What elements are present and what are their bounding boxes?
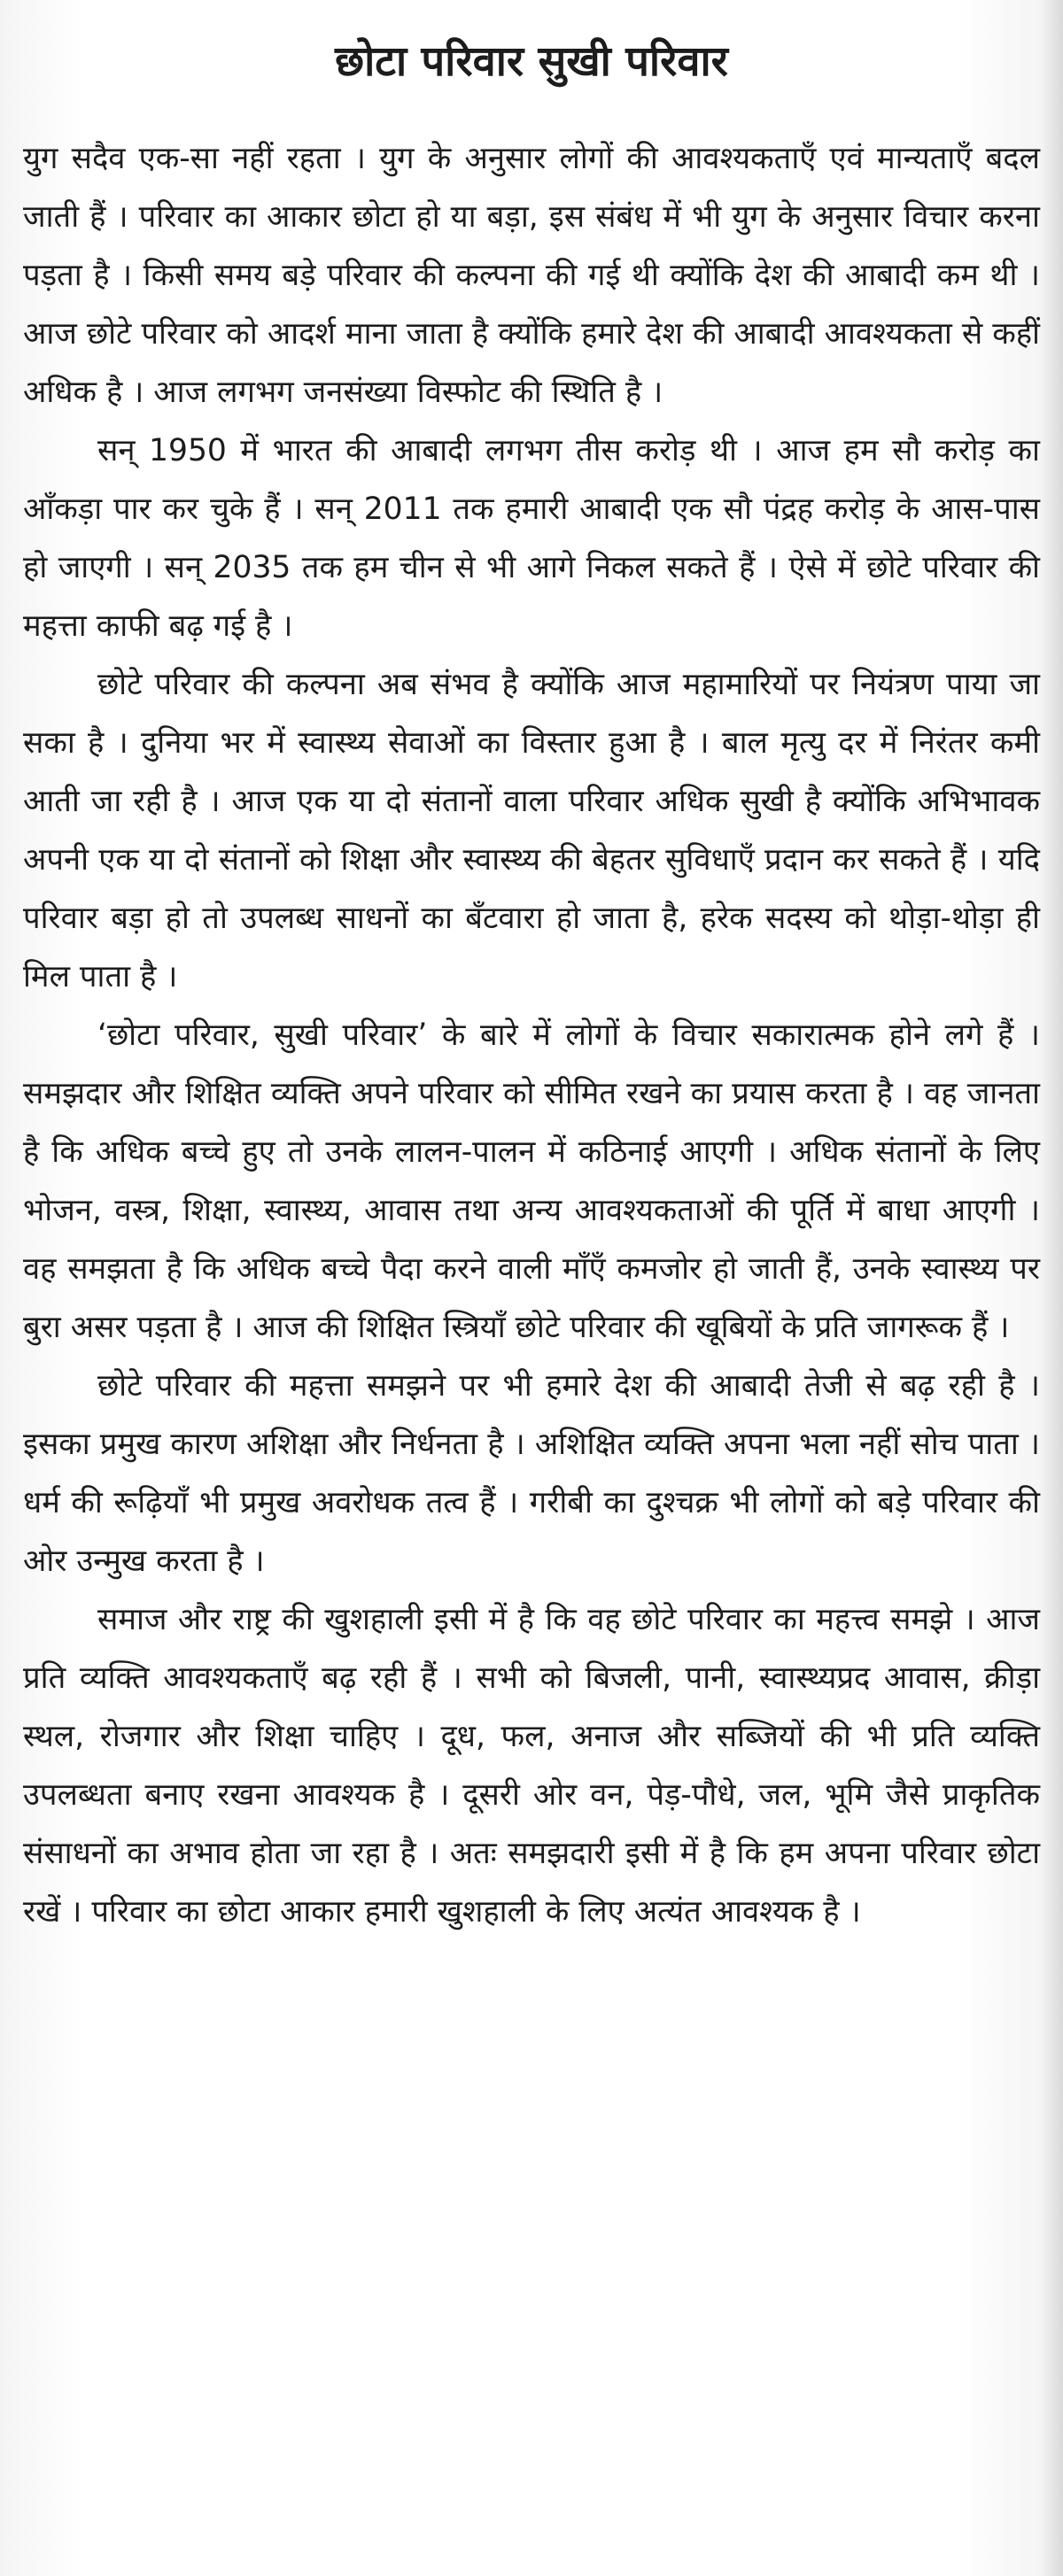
paragraph-6: समाज और राष्ट्र की खुशहाली इसी में है कि वह छोटे परिवार का महत्त्व समझे । आज प्रति व्यक्ति आवश्यकताएँ बढ़ रही हैं । सभी को बिजली, पानी, स्वास्थ्यप्रद आवास, क्रीड़ा स्थल, रोजगार और शिक्षा चाहिए । दूध, फल, अनाज और सब्जियों की भी प्रति व्यक्ति उपलब्धता बनाए रखना आवश्यक है । दूसरी ओर वन, पेड़-पौधे, जल, भूमि जैसे प्राकृतिक संसाधनों का अभाव होता जा रहा है । अतः समझदारी इसी में है कि हम अपना परिवार छोटा रखें । परिवार का छोटा आकार हमारी खुशहाली के लिए अत्यंत आवश्यक है । [23, 1602, 1040, 1930]
essay-title: छोटा परिवार सुखी परिवार [335, 37, 728, 86]
paragraph-5: छोटे परिवार की महत्ता समझने पर भी हमारे देश की आबादी तेजी से बढ़ रही है । इसका प्रमुख कारण अशिक्षा और निर्धनता है । अशिक्षित व्यक्ति अपना भला नहीं सोच पाता । धर्म की रूढ़ियाँ भी प्रमुख अवरोधक तत्व हैं । गरीबी का दुश्चक्र भी लोगों को बड़े परिवार की ओर उन्मुख करता है । [23, 1368, 1040, 1579]
page-edge-shadow [1040, 0, 1063, 2576]
paragraph-4: ‘छोटा परिवार, सुखी परिवार’ के बारे में लोगों के विचार सकारात्मक होने लगे हैं । समझदार और शिक्षित व्यक्ति अपने परिवार को सीमित रखने का प्रयास करता है । वह जानता है कि अधिक बच्चे हुए तो उनके लालन-पालन में कठिनाई आएगी । अधिक संतानों के लिए भोजन, वस्त्र, शिक्षा, स्वास्थ्य, आवास तथा अन्य आवश्यकताओं की पूर्ति में बाधा आएगी । वह समझता है कि अधिक बच्चे पैदा करने वाली माँएँ कमजोर हो जाती हैं, उनके स्वास्थ्य पर बुरा असर पड़ता है । आज की शिक्षित स्त्रियाँ छोटे परिवार की खूबियों के प्रति जागरूक हैं । [23, 1017, 1040, 1345]
essay-body [23, 129, 1040, 1941]
paragraph-1: युग सदैव एक-सा नहीं रहता । युग के अनुसार लोगों की आवश्यकताएँ एवं मान्यताएँ बदल जाती हैं । परिवार का आकार छोटा हो या बड़ा, इस संबंध में भी युग के अनुसार विचार करना पड़ता है । किसी समय बड़े परिवार की कल्पना की गई थी क्योंकि देश की आबादी कम थी । आज छोटे परिवार को आदर्श माना जाता है क्योंकि हमारे देश की आबादी आवश्यकता से कहीं अधिक है । आज लगभग जनसंख्या विस्फोट की स्थिति है । [23, 141, 1040, 410]
paragraph-2: सन् 1950 में भारत की आबादी लगभग तीस करोड़ थी । आज हम सौ करोड़ का आँकड़ा पार कर चुके हैं । सन् 2011 तक हमारी आबादी एक सौ पंद्रह करोड़ के आस-पास हो जाएगी । सन् 2035 तक हम चीन से भी आगे निकल सकते हैं । ऐसे में छोटे परिवार की महत्ता काफी बढ़ गई है । [23, 433, 1040, 644]
paragraph-3: छोटे परिवार की कल्पना अब संभव है क्योंकि आज महामारियों पर नियंत्रण पाया जा सका है । दुनिया भर में स्वास्थ्य सेवाओं का विस्तार हुआ है । बाल मृत्यु दर में निरंतर कमी आती जा रही है । आज एक या दो संतानों वाला परिवार अधिक सुखी है क्योंकि अभिभावक अपनी एक या दो संतानों को शिक्षा और स्वास्थ्य की बेहतर सुविधाएँ प्रदान कर सकते हैं । यदि परिवार बड़ा हो तो उपलब्ध साधनों का बँटवारा हो जाता है, हरेक सदस्य को थोड़ा-थोड़ा ही मिल पाता है । [23, 667, 1040, 994]
